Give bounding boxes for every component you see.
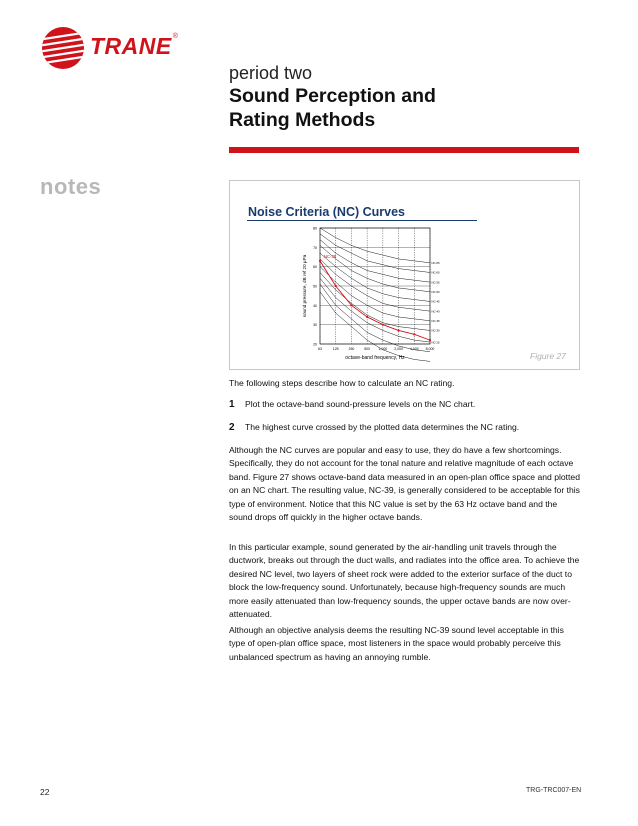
x-tick-label: 4,000: [409, 347, 419, 351]
step-text: Plot the octave-band sound-pressure levels on the NC chart.: [245, 399, 476, 409]
x-tick-label: 2,000: [394, 347, 403, 351]
nc-curve-label: NC-45: [431, 299, 440, 304]
step-1: [229, 398, 581, 412]
measured-point: [319, 260, 321, 262]
intro-text: The following steps describe how to calculate an NC rating.: [229, 378, 455, 388]
nc-curve-label: NC-40: [431, 309, 440, 314]
x-tick-label: 8,000: [425, 347, 435, 351]
y-tick-label: 40: [313, 303, 317, 308]
y-tick-label: 20: [313, 342, 317, 347]
nc-curve: [320, 253, 430, 301]
x-tick-label: 500: [364, 347, 371, 351]
nc-curve: [320, 278, 430, 342]
title-divider: [229, 147, 579, 153]
x-axis-title: octave-band frequency, Hz: [345, 355, 405, 361]
x-tick-label: 63: [318, 347, 322, 351]
figure-label: Figure 27: [530, 351, 566, 361]
x-tick-label: 250: [348, 347, 355, 351]
nc-curve: [320, 245, 430, 291]
y-tick-label: 60: [313, 265, 317, 270]
paragraph: In this particular example, sound generated by the air-handling unit travels through the ductwork, breaks out through the duct walls, and radiates into the office area. To achieve the desired NC level, two layers of sheet rock were added to the exterior surface of the duct to block the low-frequency sound. Unfortunately, because high-frequency sounds are much more easily attenuated than low-frequency sounds, the upper octave bands are now over-attenuated.: [229, 542, 580, 620]
measured-point: [335, 285, 337, 287]
nc-curve: [320, 284, 430, 352]
page-title-line2: Rating Methods: [229, 109, 376, 131]
y-tick-label: 70: [313, 245, 317, 250]
nc-curves-chart: [280, 224, 440, 370]
paragraph: Although the NC curves are popular and easy to use, they do have a few shortcomings. Specifically, they do not account for the tonal nature and relative magnitude of each octave band. Figure 27 shows octave-band data measured in an open-plan office space and plotted on an NC chart. The resulting value, NC-39, is generally considered to be acceptable for this type of environment. Notice that this NC value is set by the 63 Hz octave band and the sound drops off quickly in the higher octave bands.: [229, 445, 580, 523]
y-tick-label: 80: [313, 226, 317, 231]
page-number: 22: [40, 787, 50, 797]
page-title-line1: Sound Perception and: [229, 85, 436, 107]
measured-label: NC-39: [324, 253, 337, 259]
nc-curve-label: NC-25: [431, 340, 440, 345]
nc-curve: [320, 228, 430, 263]
nc-curve-label: NC-50: [431, 290, 440, 294]
y-tick-label: 50: [313, 284, 317, 289]
notes-label: notes: [40, 174, 102, 199]
figure-title-underline: [247, 220, 477, 221]
step-2: [229, 421, 581, 435]
measured-point: [350, 304, 352, 306]
step-number: 2: [229, 422, 235, 433]
trane-logo-icon: [41, 26, 85, 70]
step-number: 1: [229, 399, 235, 410]
nc-curve-label: NC-35: [431, 319, 440, 323]
nc-curve-label: NC-30: [431, 328, 440, 333]
page-title: [229, 84, 569, 132]
nc-curve-label: NC-55: [431, 280, 440, 285]
y-tick-label: 30: [313, 323, 317, 328]
y-axis-title: sound pressure, dB ref 20 µPa: [302, 254, 307, 318]
x-tick-label: 1,000: [378, 347, 388, 351]
paragraph: Although an objective analysis deems the resulting NC-39 sound level acceptable in this type of open-plan office space, most listeners in the space would probably perceive this unbalanced spectrum as having an annoying rumble.: [229, 625, 564, 662]
measured-point: [413, 333, 415, 335]
brand-wordmark: TRANE®: [90, 33, 179, 59]
measured-point: [382, 324, 384, 326]
nc-curve-label: NC-60: [431, 270, 440, 275]
measured-point: [429, 339, 431, 341]
measured-point: [366, 316, 368, 318]
document-code: TRG-TRC007-EN: [526, 787, 582, 794]
step-text: The highest curve crossed by the plotted data determines the NC rating.: [245, 422, 520, 432]
x-tick-label: 125: [332, 347, 339, 351]
nc-curve-label: NC-65: [431, 261, 440, 265]
measured-point: [397, 329, 399, 331]
figure-title: Noise Criteria (NC) Curves: [248, 205, 405, 219]
period-label: period two: [229, 63, 313, 83]
